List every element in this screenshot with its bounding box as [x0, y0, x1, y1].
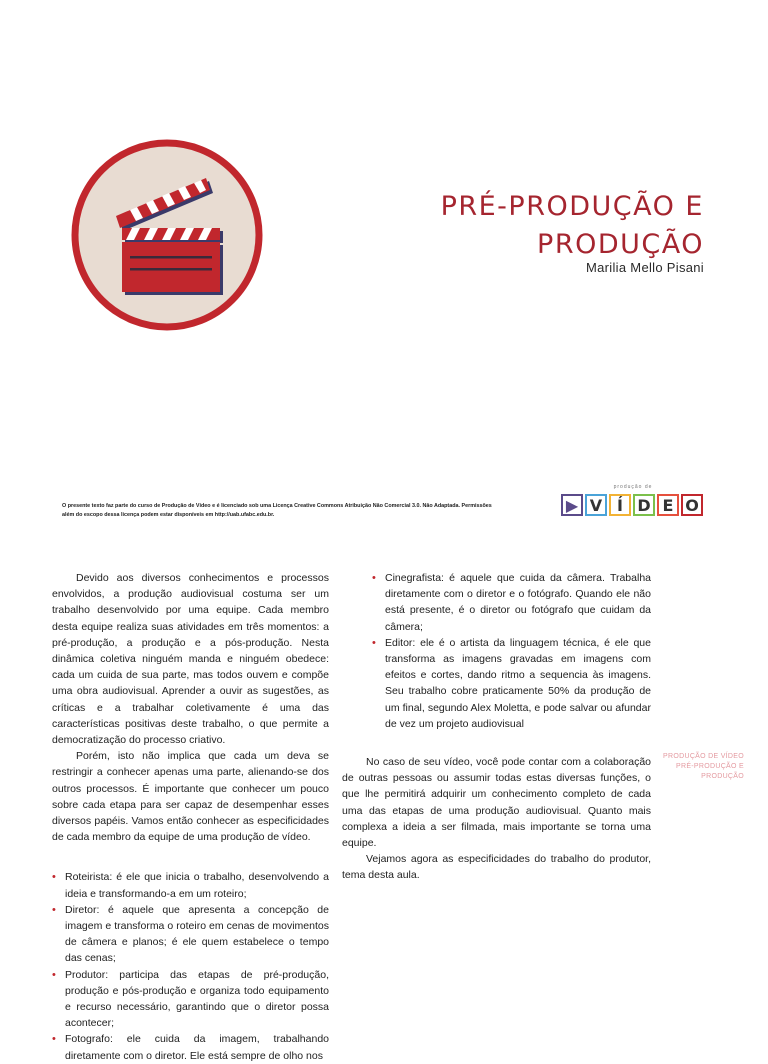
paragraph: Devido aos diversos conhecimentos e processos envolvidos, a produção audiovisual costuma ser um trabalho desenvolvido por uma equipe. Cada membro desta equipe realiza suas atividades em três momentos: a pré-produção, a produção e a pós-produção. Nesta dinâmica coletiva ninguém manda e ninguém obedece: cada um cuida de sua parte, mas todos ouvem e compõe uma obra audiovisual. Aprender a ouvir as sugestões, as críticas e a trabalhar coletivamente é uma das características positivas deste trabalho, o que permite a democratização do processo criativo.: [52, 572, 329, 747]
bullet-icon: •: [52, 871, 56, 884]
list-item: • Editor: ele é o artista da linguagem técnica, é ele que transforma as imagens gravadas em imagens com efeitos e cortes, dando ritmo a sequencia às imagens. Seu trabalho cobre praticamente 50% da produção de um final, segundo Alex Moletta, e pode salvar ou afundar de vez um projeto audiovisual: [372, 636, 651, 730]
brand-letter: D: [633, 494, 655, 516]
side-note: PRODUÇÃO DE VÍDEO PRÉ-PRODUÇÃO E PRODUÇÃO: [663, 753, 744, 780]
list-item: • Fotografo: ele cuida da imagem, trabalhando diretamente com o diretor. Ele está sempre de olho nos: [52, 1033, 329, 1062]
bullet-icon: •: [52, 903, 56, 916]
paragraph: Vejamos agora as especificidades do trabalho do produtor, tema desta aula.: [342, 853, 651, 882]
roles-list: [52, 869, 329, 1063]
bullet-icon: •: [372, 572, 376, 584]
bullet-icon: •: [52, 1033, 56, 1046]
brand-letter: E: [657, 494, 679, 516]
brand-letter: V: [585, 494, 607, 516]
title-line-1: PRÉ-PRODUÇÃO E: [440, 191, 704, 222]
play-icon: ▶: [561, 494, 583, 516]
list-item: • Produtor: participa das etapas de pré-produção, produção e pós-produção e organiza todo equipamento e recurso necessário, garantindo que o diretor possa acontecer;: [52, 968, 329, 1030]
right-column: [342, 570, 651, 884]
author-name: Marilia Mello Pisani: [586, 260, 704, 275]
left-column: [52, 570, 329, 1064]
bullet-icon: •: [52, 968, 56, 981]
clapperboard-logo: [70, 138, 264, 332]
page-title: [441, 188, 704, 264]
brand-small-label: produção de: [613, 484, 653, 490]
roles-list: [372, 570, 651, 732]
list-item: • Roteirista: é ele que inicia o trabalho, desenvolvendo a ideia e transformando-a em um roteiro;: [52, 871, 329, 900]
title-line-2: PRODUÇÃO: [537, 229, 704, 260]
clapperboard-icon: [70, 138, 264, 332]
paragraph: Porém, isto não implica que cada um deva se restringir a conhecer apenas uma parte, alienando-se dos outros processos. É importante que conhecer um pouco sobre cada etapa para ser capaz de desempenhar esses diversos papéis. Vamos então conhecer as especificidades de cada membro da equipe de uma produção de vídeo.: [52, 750, 329, 844]
list-item: • Diretor: é aquele que apresenta a concepção de imagem e transforma o roteiro em cenas de movimentos de câmera e planos; é ele quem estabelece o tempo das cenas;: [52, 903, 329, 965]
brand-letter: O: [681, 494, 703, 516]
brand-letter: Í: [609, 494, 631, 516]
paragraph: No caso de seu vídeo, você pode contar com a colaboração de outras pessoas ou assumir todas estas diversas funções, o que lhe permitirá adquirir um conhecimento completo de cada uma das etapas de uma produção audiovisual. Quanto mais complexa a ideia a ser filmada, mais importante se torna uma equipe.: [342, 756, 651, 850]
brand-letters: [561, 494, 703, 516]
list-item: • Cinegrafista: é aquele que cuida da câmera. Trabalha diretamente com o diretor e o fotógrafo. Quando ele não está presente, é o diretor ou fotógrafo que cuidam da câmera;: [372, 572, 651, 633]
license-note: O presente texto faz parte do curso de Produção de Vídeo e é licenciado sob uma Licença Creative Commons Atribuição Não Comercial 3.0. Não Adaptada. Permissões além do escopo dessa licença podem estar disponíveis em http://uab.ufabc.edu.br.: [62, 503, 492, 518]
video-brand-logo: [561, 484, 705, 520]
bullet-icon: •: [372, 636, 376, 649]
